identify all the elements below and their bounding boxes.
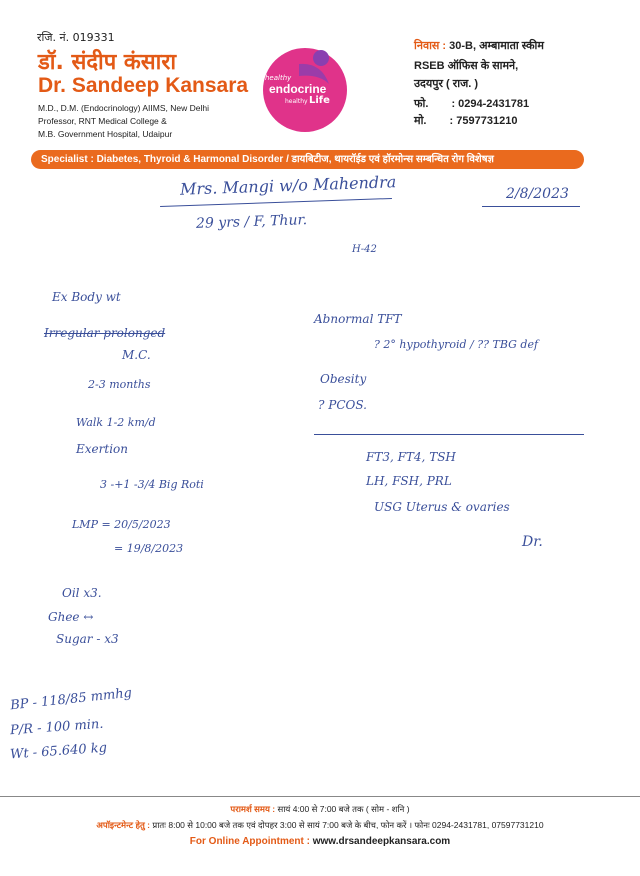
logo-sub-text: healthy xyxy=(285,98,308,105)
note-line: 3 -+1 -3/4 Big Roti xyxy=(100,478,204,491)
vital-line: Wt - 65.640 kg xyxy=(9,740,108,763)
address-text: 30-B, अम्बामाता स्कीम xyxy=(449,40,544,52)
diagnosis-line: ? PCOS. xyxy=(318,398,367,412)
underline xyxy=(482,206,580,207)
diagnosis-line: Abnormal TFT xyxy=(314,312,402,326)
appointment-label: अपॉइन्टमेन्ट हेतु : xyxy=(96,820,151,830)
underline xyxy=(160,198,392,207)
investigation-line: LH, FSH, PRL xyxy=(366,474,452,488)
website-link[interactable]: www.drsandeepkansara.com xyxy=(312,836,451,847)
diagnosis-line: ? 2° hypothyroid / ?? TBG def xyxy=(374,338,539,351)
qualification-line: M.B. Government Hospital, Udaipur xyxy=(38,129,173,139)
note-line: Sugar - x3 xyxy=(56,632,119,646)
online-appointment xyxy=(0,836,640,847)
address-label: निवास : xyxy=(414,40,447,52)
divider-line xyxy=(314,434,584,435)
mobile-label: मो. xyxy=(414,115,427,127)
endocrine-logo xyxy=(259,44,351,136)
mobile-line xyxy=(414,113,517,128)
note-line: 2-3 months xyxy=(88,378,151,391)
logo-top-text: healthy xyxy=(265,74,292,82)
address-line-1 xyxy=(414,38,544,53)
phone-number: : 0294-2431781 xyxy=(451,98,530,110)
note-line: Ghee ↔ xyxy=(48,610,94,624)
note-line: = 19/8/2023 xyxy=(114,542,184,555)
patient-name: Mrs. Mangi w/o Mahendra xyxy=(179,172,397,199)
note-line: Irregular prolonged xyxy=(44,326,166,340)
diagnosis-line: Obesity xyxy=(320,372,367,386)
note-line: M.C. xyxy=(122,348,151,362)
mobile-number: : 7597731210 xyxy=(449,115,518,127)
address-line-2: RSEB ऑफिस के सामने, xyxy=(414,60,519,72)
appointment-text: प्रातः 8:00 से 10:00 बजे तक एवं दोपहर 3:00 से सायं 7:00 बजे के बीच, फोन करें । फोनः 0294-2431781, 07597731210 xyxy=(152,820,544,830)
registration-number: रजि. नं. 019331 xyxy=(37,31,115,44)
note-line: Ex Body wt xyxy=(52,290,121,304)
vital-line: P/R - 100 min. xyxy=(9,716,104,739)
consult-label: परामर्श समय : xyxy=(230,804,276,814)
online-label: For Online Appointment : xyxy=(189,836,310,847)
consult-text: सायं 4:00 से 7:00 बजे तक ( सोम - शनि ) xyxy=(277,804,410,814)
note-line: Oil x3. xyxy=(62,586,102,600)
footer-divider xyxy=(0,796,640,797)
patient-details: 29 yrs / F, Thur. xyxy=(195,212,308,232)
specialist-banner: Specialist : Diabetes, Thyroid & Harmonal Disorder / डायबिटीज, थायरॉईड एवं हॉरमोन्स सम्बन्धित रोग विशेषज्ञ xyxy=(31,150,584,169)
address-line-3: उदयपुर ( राज. ) xyxy=(414,78,479,90)
height-note: H-42 xyxy=(352,244,377,255)
consult-hours xyxy=(0,804,640,815)
phone-label: फो. xyxy=(414,98,429,110)
note-line: Walk 1-2 km/d xyxy=(76,416,156,429)
investigation-line: USG Uterus & ovaries xyxy=(374,500,510,514)
logo-life-text: Life xyxy=(309,95,330,106)
doctor-name-english: Dr. Sandeep Kansara xyxy=(38,74,249,97)
note-line: Exertion xyxy=(76,442,128,456)
visit-date: 2/8/2023 xyxy=(506,186,569,202)
investigation-line: FT3, FT4, TSH xyxy=(366,450,456,464)
note-line: LMP = 20/5/2023 xyxy=(72,518,171,531)
phone-line xyxy=(414,96,529,111)
qualification-line: Professor, RNT Medical College & xyxy=(38,116,167,126)
qualification-line: M.D., D.M. (Endocrinology) AIIMS, New Delhi xyxy=(38,103,209,113)
vital-line: BP - 118/85 mmhg xyxy=(9,685,133,714)
logo-main-text: endocrine xyxy=(269,82,327,96)
signature: Dr. xyxy=(522,534,543,550)
appointment-hours xyxy=(0,820,640,831)
doctor-name-hindi: डॉ. संदीप कंसारा xyxy=(38,50,177,75)
